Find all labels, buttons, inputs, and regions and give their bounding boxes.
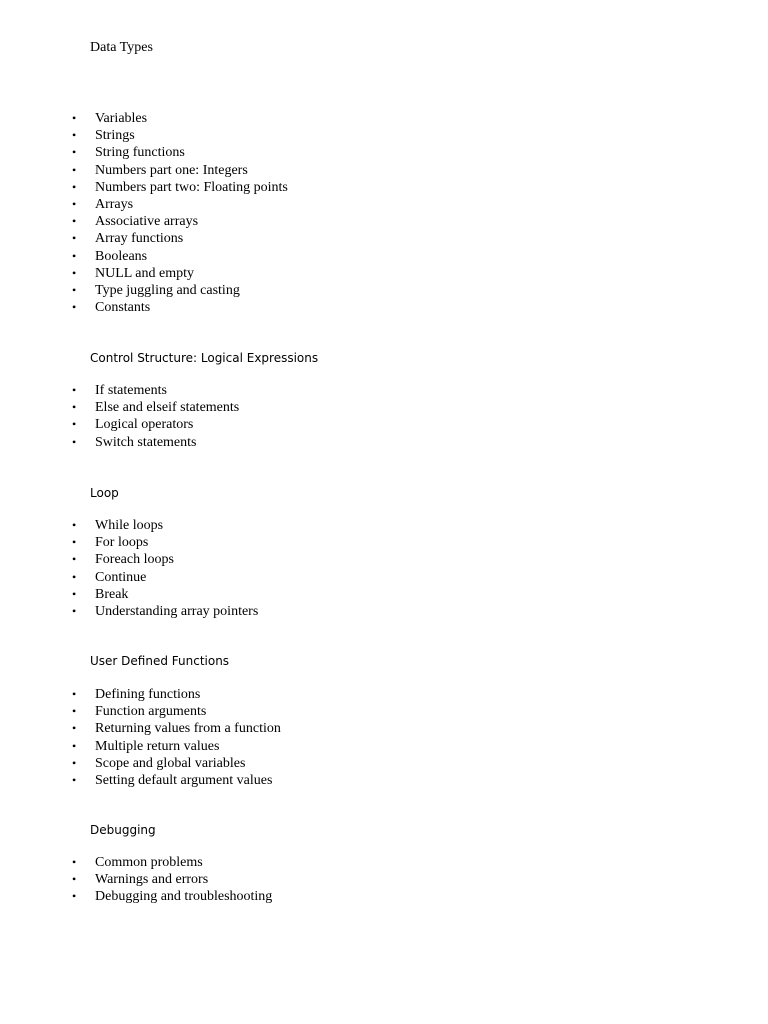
bullet-icon: • [72, 552, 77, 567]
bullet-icon: • [72, 738, 77, 753]
bullet-icon: • [72, 569, 77, 584]
bullet-icon: • [72, 214, 77, 229]
bullet-icon: • [72, 231, 77, 246]
section-heading-control-structure: Control Structure: Logical Expressions [90, 351, 319, 365]
bullet-icon: • [72, 282, 77, 297]
bullet-icon: • [72, 755, 77, 770]
bullet-icon: • [72, 300, 77, 315]
bullet-icon: • [72, 772, 77, 787]
bullet-icon: • [72, 855, 77, 869]
bullet-icon: • [72, 721, 77, 736]
bullet-icon: • [72, 383, 77, 397]
bullet-icon: • [72, 434, 77, 449]
bullet-icon: • [72, 687, 77, 701]
bullet-icon: • [72, 586, 77, 601]
bullet-icon: • [72, 704, 77, 719]
bullet-icon: • [72, 128, 77, 143]
bullet-icon: • [72, 145, 77, 160]
bullet-icon: • [72, 179, 77, 194]
section-heading-user-defined-functions: User Defined Functions [90, 654, 230, 668]
bullet-icon: • [72, 603, 77, 618]
section-heading-debugging: Debugging [90, 823, 156, 837]
bullet-icon: • [72, 196, 77, 211]
section-heading-data-types: Data Types [90, 40, 153, 55]
bullet-icon: • [72, 400, 77, 415]
bullet-icon: • [72, 518, 77, 532]
bullet-icon: • [72, 417, 77, 432]
bullet-icon: • [72, 889, 77, 904]
bullet-icon: • [72, 248, 77, 263]
bullet-icon: • [72, 535, 77, 550]
bullet-icon: • [72, 111, 77, 125]
bullet-icon: • [72, 872, 77, 887]
document-page: Data Types • Variables • Strings • String functions • Numbers part one: Integers • Numbers part two: Floating points • Arrays • Associative arrays • Array functions • Booleans • NULL and empty • Type juggling and casting • Constants Control Structure: Logical Expressions • If statements • Else and elseif statements • Logical operators • Switch statements Loop • While loops • For loops • Foreach loops • Continue • Break • Understanding array pointers User Defined Functions • Defining functions • Function arguments • Returning values from a function • Multiple return values • Scope and global variables • Setting default argument values Debugging • Common problems • Warnings and errors • Debugging and troubleshooting [72, 40, 319, 905]
section-heading-loop: Loop [90, 486, 119, 500]
bullet-icon: • [72, 265, 77, 280]
bullet-icon: • [72, 162, 77, 177]
